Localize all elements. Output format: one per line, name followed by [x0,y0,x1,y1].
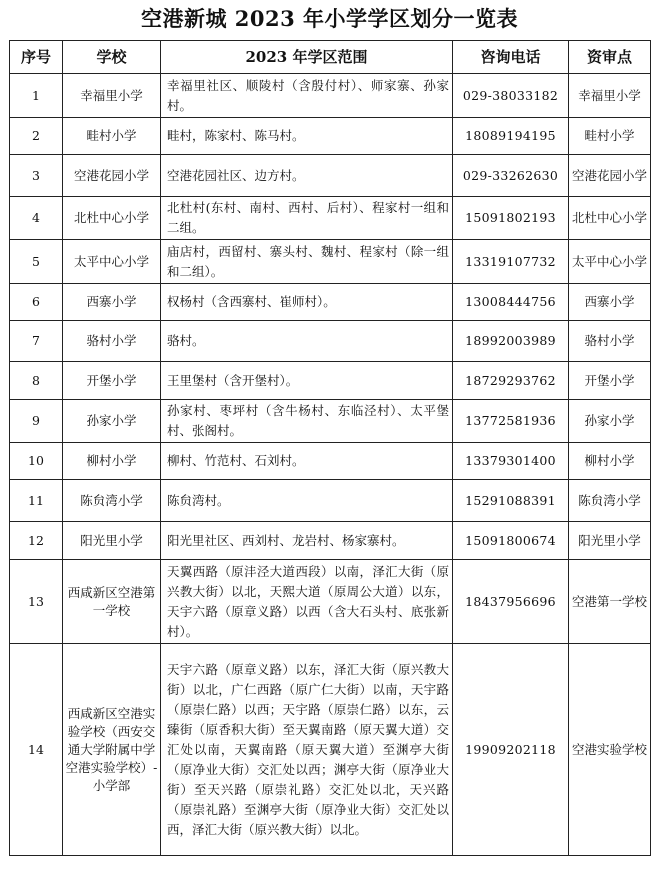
table-row [10,644,651,856]
school-name: 西寨小学 [63,284,161,321]
contact-phone: 13008444756 [453,284,569,321]
review-point: 开堡小学 [569,362,651,400]
review-point: 空港第一学校 [569,560,651,644]
header-review: 资审点 [569,41,651,74]
contact-phone: 029-33262630 [453,155,569,197]
row-number: 14 [10,644,63,856]
contact-phone: 15091800674 [453,522,569,560]
row-number: 13 [10,560,63,644]
review-point: 畦村小学 [569,118,651,155]
table-row [10,480,651,522]
contact-phone: 13319107732 [453,240,569,284]
row-number: 11 [10,480,63,522]
school-district-table [9,40,651,856]
school-name: 西咸新区空港第一学校 [63,560,161,644]
district-scope: 阳光里社区、西刘村、龙岩村、杨家寨村。 [161,522,453,560]
district-scope: 王里堡村（含开堡村）。 [161,362,453,400]
page-title: 空港新城 2023 年小学学区划分一览表 [140,6,519,31]
review-point: 空港花园小学 [569,155,651,197]
table-row [10,284,651,321]
school-name: 北杜中心小学 [63,197,161,240]
row-number: 9 [10,400,63,443]
row-number: 2 [10,118,63,155]
header-scope: 2023 年学区范围 [161,41,453,74]
district-scope: 柳村、竹范村、石刘村。 [161,443,453,480]
school-name: 太平中心小学 [63,240,161,284]
district-scope: 庙店村，西留村、寨头村、魏村、程家村（除一组和二组）。 [161,240,453,284]
contact-phone: 19909202118 [453,644,569,856]
review-point: 幸福里小学 [569,74,651,118]
district-scope: 空港花园社区、边方村。 [161,155,453,197]
school-name: 阳光里小学 [63,522,161,560]
contact-phone: 15091802193 [453,197,569,240]
review-point: 孙家小学 [569,400,651,443]
district-scope: 骆村。 [161,321,453,362]
school-name: 开堡小学 [63,362,161,400]
review-point: 西寨小学 [569,284,651,321]
district-scope: 北杜村(东村、南村、西村、后村）、程家村一组和二组。 [161,197,453,240]
table-row [10,560,651,644]
contact-phone: 029-38033182 [453,74,569,118]
review-point: 空港实验学校 [569,644,651,856]
review-point: 柳村小学 [569,443,651,480]
contact-phone: 18729293762 [453,362,569,400]
district-scope: 天宇六路（原章义路）以东，泽汇大街（原兴教大街）以北，广仁西路（原广仁大街）以南，天宇路（原崇仁路）以西；天宇路（原崇仁路）以东，云臻街（原香积大街）至天翼南路（原天翼大道）交汇处以南，天翼南路（原天翼大道）至渊亭大街（原净业大街）交汇处以西；渊亭大街（原净业大街）至天兴路（原崇礼路）交汇处以北，天兴路（原崇礼路）至渊亭大街（原净业大街）交汇处以西，泽汇大街（原兴教大街）以北。 [161,644,453,856]
review-point: 陈贠湾小学 [569,480,651,522]
school-name: 西咸新区空港实验学校（西安交通大学附属中学空港实验学校）-小学部 [63,644,161,856]
row-number: 6 [10,284,63,321]
table-row [10,155,651,197]
table-row [10,321,651,362]
table-header-row [10,41,651,74]
contact-phone: 18089194195 [453,118,569,155]
row-number: 1 [10,74,63,118]
table-row [10,74,651,118]
district-scope: 权杨村（含西寨村、崔师村）。 [161,284,453,321]
school-name: 柳村小学 [63,443,161,480]
school-name: 幸福里小学 [63,74,161,118]
header-phone: 咨询电话 [453,41,569,74]
district-scope: 畦村，陈家村、陈马村。 [161,118,453,155]
contact-phone: 15291088391 [453,480,569,522]
district-scope: 孙家村、枣坪村（含牛杨村、东临泾村）、太平堡村、张阁村。 [161,400,453,443]
district-scope: 幸福里社区、顺陵村（含殷付村）、师家寨、孙家村。 [161,74,453,118]
table-row [10,400,651,443]
contact-phone: 13379301400 [453,443,569,480]
table-row [10,240,651,284]
row-number: 10 [10,443,63,480]
header-school: 学校 [63,41,161,74]
school-name: 孙家小学 [63,400,161,443]
review-point: 骆村小学 [569,321,651,362]
school-name: 陈贠湾小学 [63,480,161,522]
district-scope: 陈贠湾村。 [161,480,453,522]
row-number: 5 [10,240,63,284]
row-number: 7 [10,321,63,362]
school-name: 骆村小学 [63,321,161,362]
row-number: 12 [10,522,63,560]
table-row [10,443,651,480]
table-row [10,522,651,560]
row-number: 3 [10,155,63,197]
row-number: 8 [10,362,63,400]
table-row [10,197,651,240]
table-row [10,118,651,155]
review-point: 太平中心小学 [569,240,651,284]
header-no: 序号 [10,41,63,74]
contact-phone: 13772581936 [453,400,569,443]
review-point: 阳光里小学 [569,522,651,560]
row-number: 4 [10,197,63,240]
school-name: 畦村小学 [63,118,161,155]
table-row [10,362,651,400]
school-name: 空港花园小学 [63,155,161,197]
contact-phone: 18437956696 [453,560,569,644]
review-point: 北杜中心小学 [569,197,651,240]
contact-phone: 18992003989 [453,321,569,362]
district-scope: 天翼西路（原沣泾大道西段）以南，泽汇大街（原兴教大街）以北，天熙大道（原周公大道）以东，天宇六路（原章义路）以西（含大石头村、底张新村）。 [161,560,453,644]
